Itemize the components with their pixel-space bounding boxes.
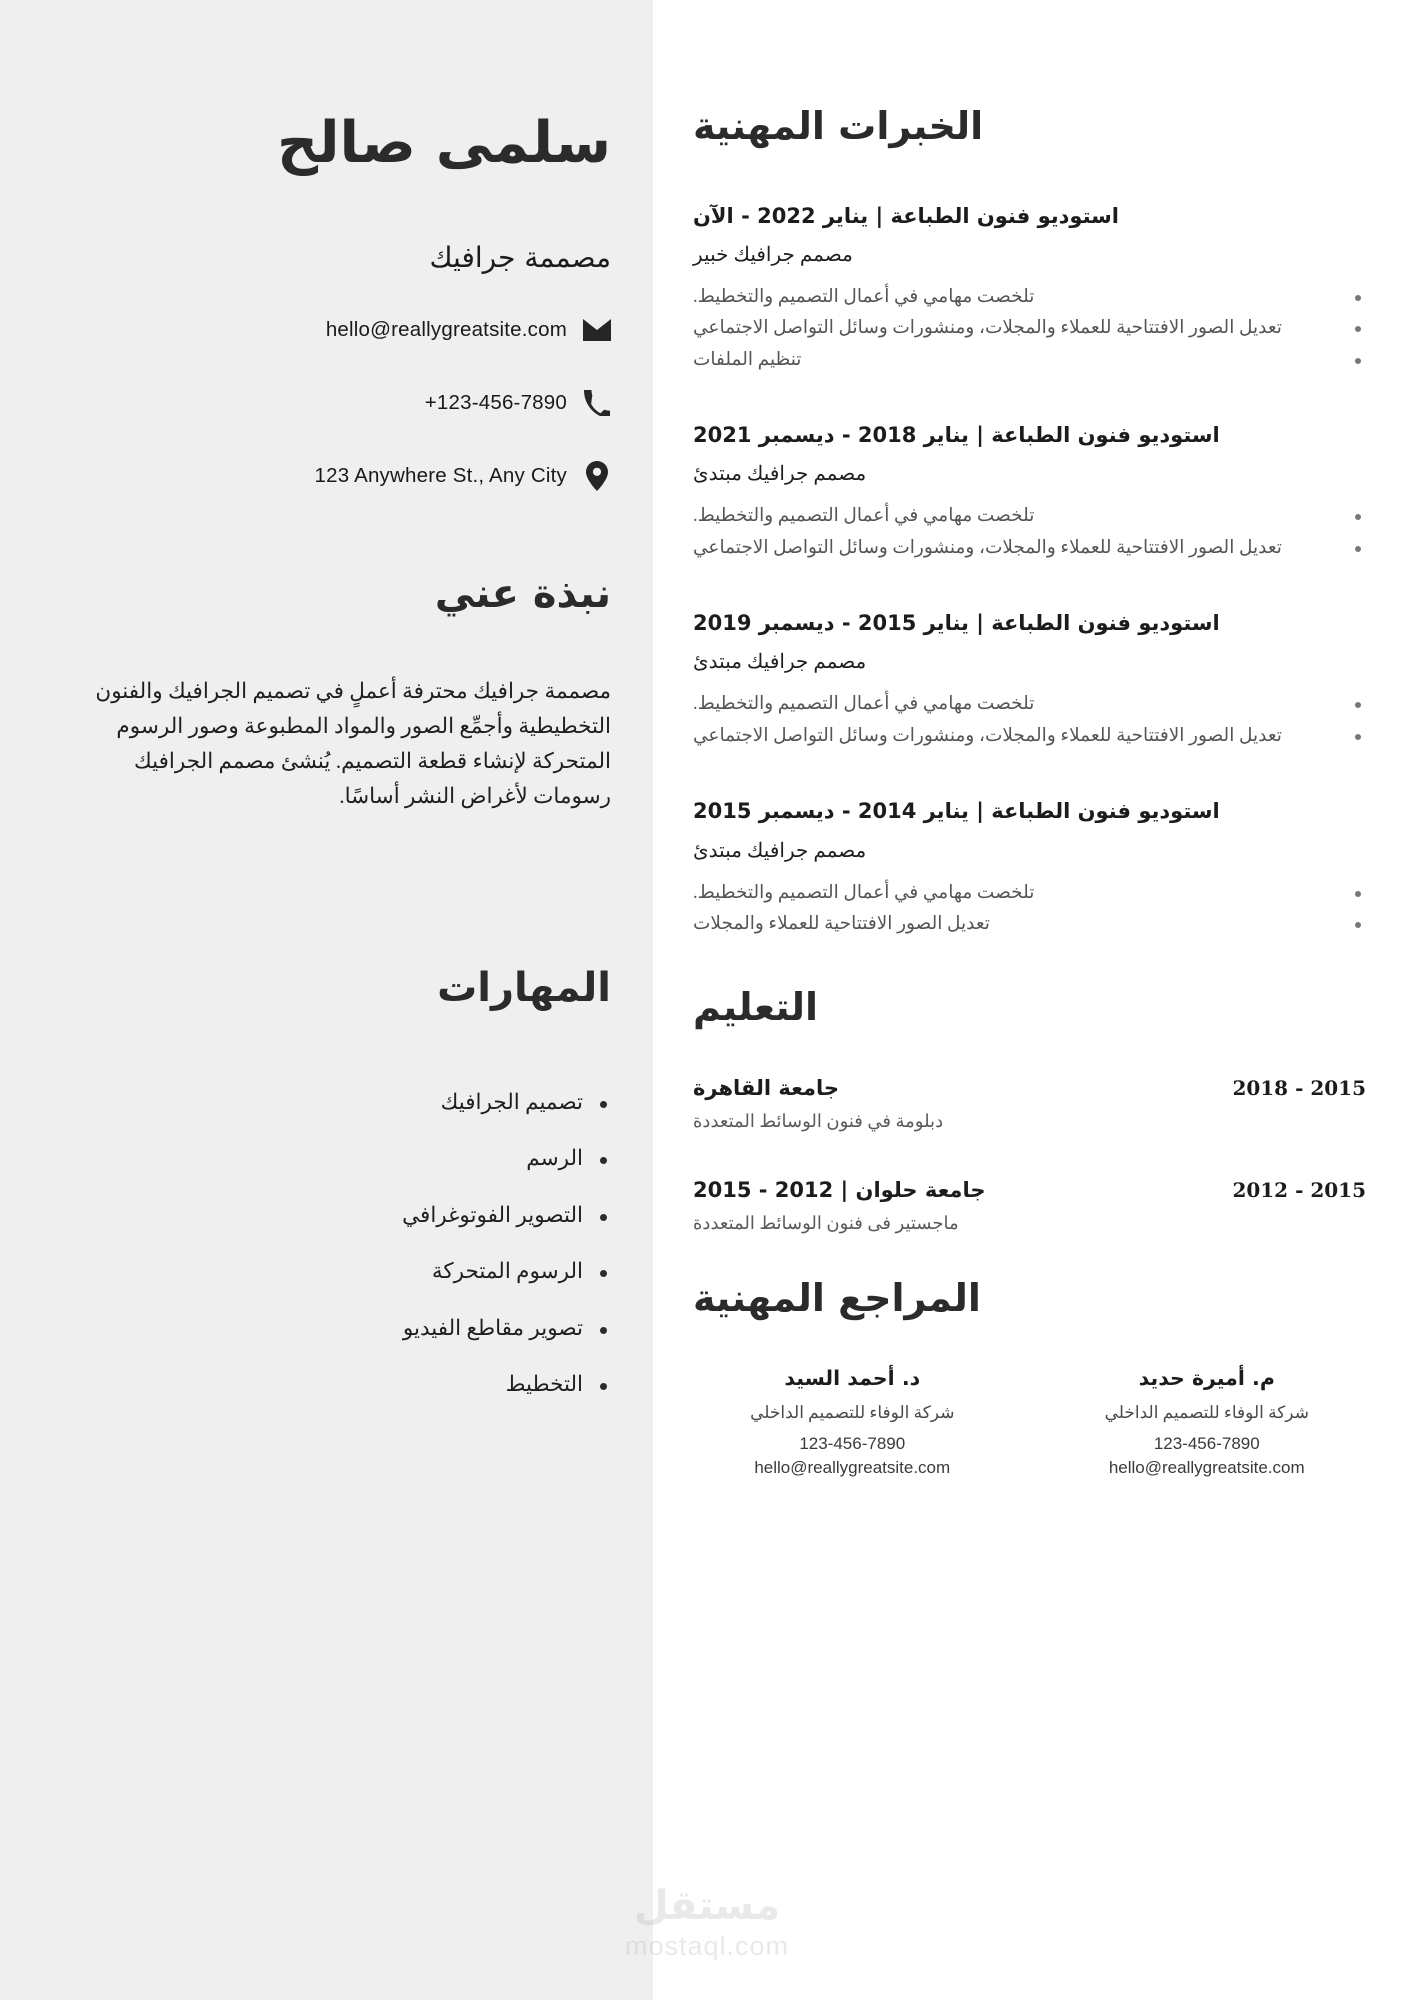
references-section-heading: المراجع المهنية [693, 1276, 981, 1321]
reference-name: م. أميرة حديد [1138, 1365, 1275, 1390]
skill-item: تصميم الجرافيك [52, 1092, 611, 1114]
reference-phone: 123-456-7890 [799, 1433, 906, 1453]
education-item [693, 1074, 1366, 1134]
contact-phone-text: +123-456-7890 [424, 391, 567, 415]
experience-role: مصمم جرافيك مبتدئ [693, 839, 867, 862]
experience-role: مصمم جرافيك مبتدئ [693, 463, 867, 486]
experience-title: استوديو فنون الطباعة | يناير 2018 - ديسمبر 2021 [693, 423, 1220, 448]
reference-company: شركة الوفاء للتصميم الداخلي [750, 1402, 955, 1422]
experience-bullet: تلخصت مهامي في أعمال التصميم والتخطيط. [693, 284, 1366, 311]
education-degree: ماجستير فى فنون الوسائط المتعددة [693, 1212, 959, 1233]
skill-item: التصوير الفوتوغرافي [52, 1205, 611, 1227]
experience-bullet: تعديل الصور الافتتاحية للعملاء والمجلات، ومنشورات وسائل التواصل الاجتماعي [693, 535, 1366, 562]
experience-item [693, 610, 1366, 750]
location-pin-icon [583, 462, 611, 490]
contact-phone-row[interactable] [52, 389, 611, 417]
reference-name: د. أحمد السيد [784, 1365, 921, 1390]
reference-item [1048, 1365, 1367, 1481]
watermark-arabic-text: مستقل [633, 1882, 781, 1929]
education-item [693, 1176, 1366, 1236]
experience-item [693, 422, 1366, 562]
contact-address-text: 123 Anywhere St., Any City [314, 464, 567, 488]
experience-bullets [693, 691, 1366, 750]
experience-bullets [693, 503, 1366, 562]
experience-section-heading: الخبرات المهنية [693, 104, 984, 148]
contact-email-text: hello@reallygreatsite.com [325, 318, 567, 342]
main-column [653, 0, 1414, 2000]
experience-bullets [693, 284, 1366, 374]
experience-bullet: تلخصت مهامي في أعمال التصميم والتخطيط. [693, 880, 1366, 907]
education-detail [693, 1074, 1232, 1134]
phone-icon [583, 389, 611, 417]
experience-bullet: تعديل الصور الافتتاحية للعملاء والمجلات، ومنشورات وسائل التواصل الاجتماعي [693, 315, 1366, 342]
education-list [693, 1074, 1366, 1235]
experience-bullet: تعديل الصور الافتتاحية للعملاء والمجلات، ومنشورات وسائل التواصل الاجتماعي [693, 723, 1366, 750]
education-detail [693, 1176, 1232, 1236]
candidate-name: سلمى صالح [276, 110, 611, 176]
experience-role: مصمم جرافيك خبير [693, 243, 853, 266]
experience-title: استوديو فنون الطباعة | يناير 2014 - ديسمبر 2015 [693, 799, 1220, 824]
experience-item [693, 203, 1366, 374]
reference-email: hello@reallygreatsite.com [1108, 1458, 1305, 1478]
experience-bullet: تلخصت مهامي في أعمال التصميم والتخطيط. [693, 691, 1366, 718]
reference-company: شركة الوفاء للتصميم الداخلي [1104, 1402, 1309, 1422]
education-degree: دبلومة في فنون الوسائط المتعددة [693, 1111, 944, 1132]
candidate-job-title: مصممة جرافيك [429, 240, 611, 274]
education-school: جامعة القاهرة [693, 1075, 840, 1100]
reference-email: hello@reallygreatsite.com [754, 1458, 951, 1478]
watermark-latin-text: mostaql.com [624, 1930, 790, 1961]
experience-role: مصمم جرافيك مبتدئ [693, 651, 867, 674]
envelope-icon [583, 316, 611, 344]
experience-list [693, 203, 1366, 939]
education-school: جامعة حلوان | 2012 - 2015 [693, 1177, 986, 1202]
skill-item: الرسم [52, 1148, 611, 1170]
education-section-heading: التعليم [693, 985, 819, 1030]
experience-bullets [693, 880, 1366, 939]
skills-section-heading: المهارات [437, 964, 611, 1011]
experience-title: استوديو فنون الطباعة | يناير 2022 - الآن [693, 203, 1119, 228]
experience-item [693, 798, 1366, 938]
experience-bullet: تلخصت مهامي في أعمال التصميم والتخطيط. [693, 503, 1366, 530]
contact-address-row[interactable] [52, 462, 611, 490]
about-section-heading: نبذة عني [434, 571, 611, 618]
education-years: 2018 - 2015 [1232, 1075, 1366, 1100]
reference-phone: 123-456-7890 [1153, 1433, 1260, 1453]
experience-title: استوديو فنون الطباعة | يناير 2015 - ديسمبر 2019 [693, 611, 1220, 636]
skill-item: الرسوم المتحركة [52, 1261, 611, 1283]
skill-item: التخطيط [52, 1374, 611, 1396]
about-body-text: مصممة جرافيك محترفة أعملٍ في تصميم الجرافيك والفنون التخطيطية وأجمِّع الصور والمواد المطبوعة وصور الرسوم المتحركة لإنشاء قطعة التصميم. يُنشئ مصمم الجرافيك رسومات لأغراض النشر أساسًا. [95, 679, 611, 808]
contact-email-row[interactable] [52, 316, 611, 344]
education-years: 2012 - 2015 [1232, 1177, 1366, 1202]
sidebar-column [0, 0, 653, 2000]
reference-item [693, 1365, 1012, 1481]
experience-bullet: تنظيم الملفات [693, 347, 1366, 374]
skill-item: تصوير مقاطع الفيديو [52, 1318, 611, 1340]
references-list [693, 1365, 1366, 1481]
experience-bullet: تعديل الصور الافتتاحية للعملاء والمجلات [693, 911, 1366, 938]
skills-list [52, 1089, 611, 1397]
